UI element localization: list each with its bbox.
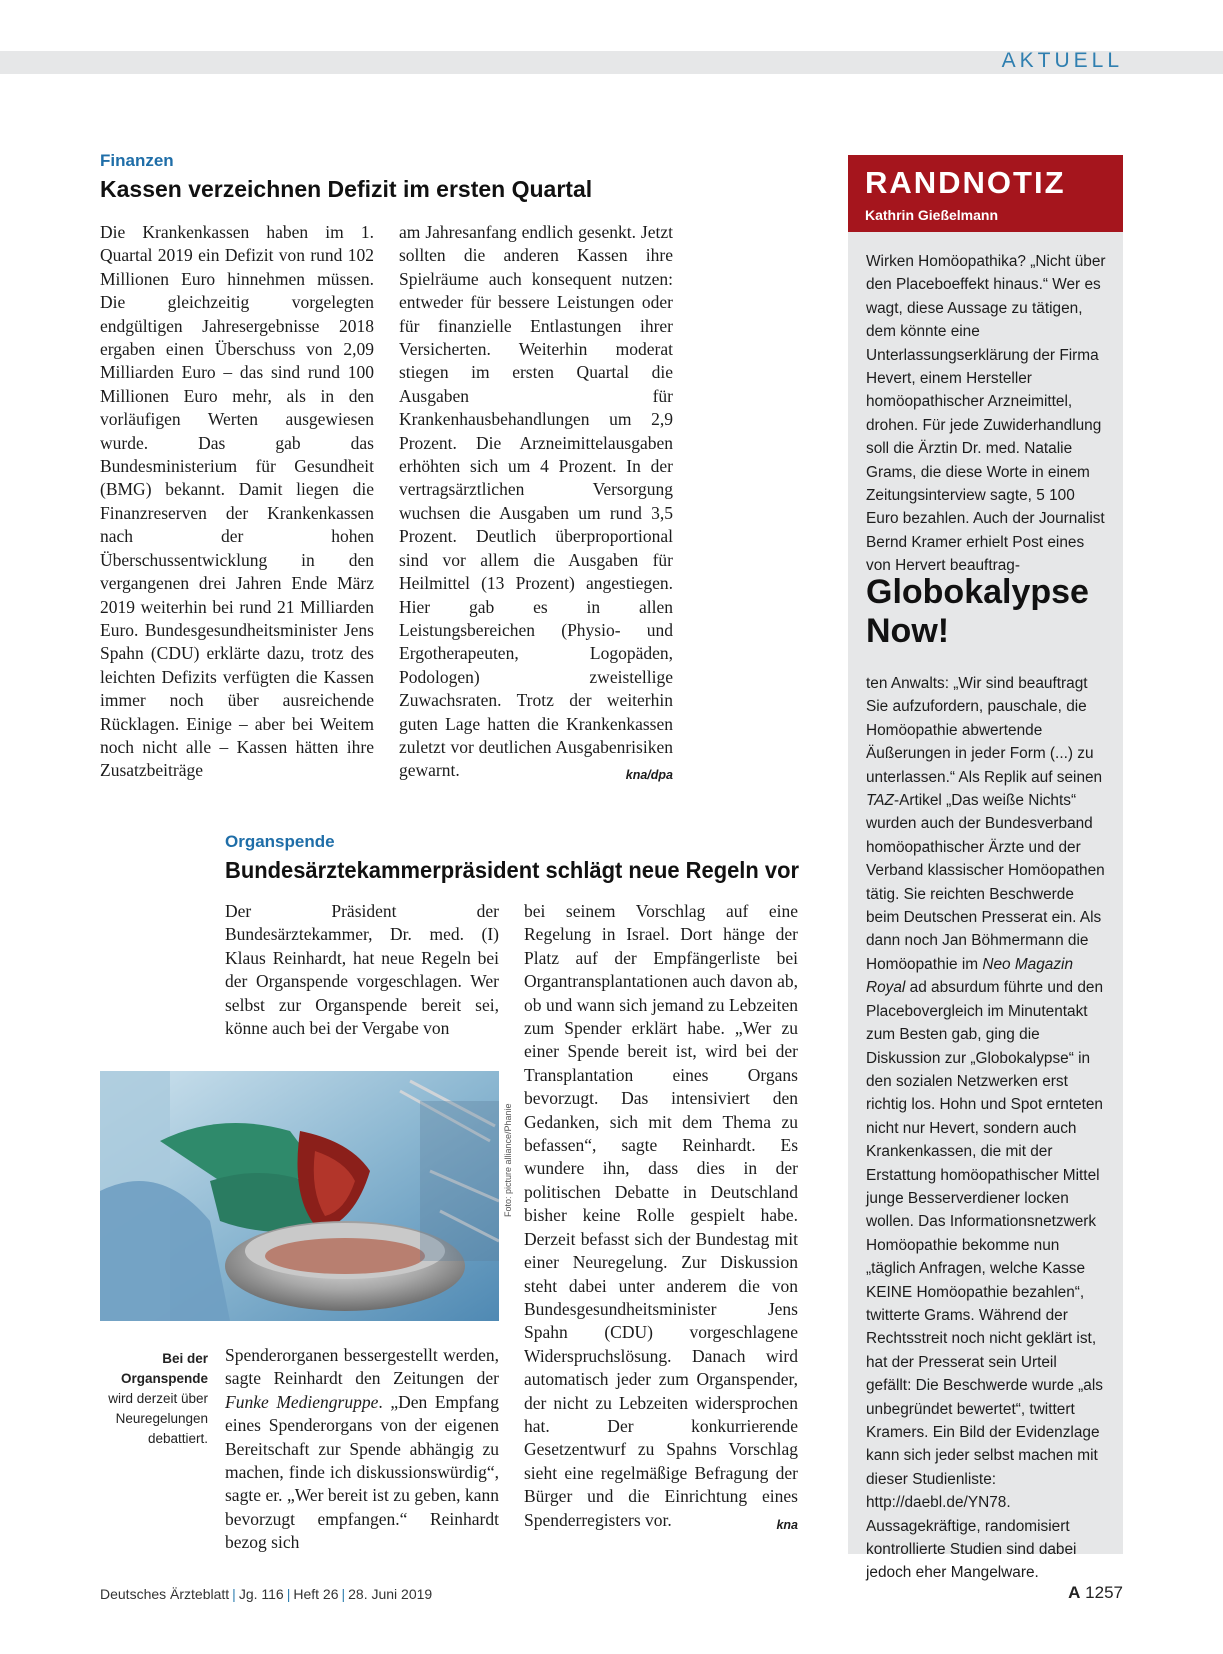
section-label: AKTUELL <box>1001 49 1123 72</box>
article1-headline: Kassen verzeichnen Defizit im ersten Quartal <box>100 176 593 202</box>
footer-volume: Jg. 116 <box>238 1586 284 1602</box>
article1-col1-text: Die Krankenkassen haben im 1. Quartal 2019 ein Defizit von rund 102 Millionen Euro hinnehmen müssen. Die gleichzeitig vorgelegten endgültigen Jahresergebnisse 2018 ergaben einen Überschuss von 2,09 Milliarden Euro – das sind rund 100 Millionen Euro mehr, als in den vorläufigen Werten ausgewiesen wurde. Das gab das Bundesministerium für Gesundheit (BMG) bekannt. Damit liegen die Finanzreserven der Krankenkassen nach der hohen Überschussentwicklung in den vergangenen drei Jahren Ende März 2019 weiterhin bei rund 21 Milliarden Euro. Bundesgesundheitsminister Jens Spahn (CDU) erklärte dazu, trotz des leichten Defizits verfügten die Kassen immer noch über ausreichende Rücklagen. Einige – aber bei Weitem noch nicht alle – Kassen hätten ihre Zusatzbeiträge <box>100 222 374 781</box>
sidebar-body-2: -Artikel „Das weiße Nichts“ wurden auch der Bundesverband homöopathischer Ärzte und der Verband klassischer Homöopathen tätig. Sie reichten Beschwerde beim Deutschen Presserat ein. Als dann noch Jan Böhmermann die Homöopathie im <box>866 792 1105 973</box>
footer-journal: Deutsches Ärzteblatt <box>100 1586 230 1602</box>
article2-col1-bottom-em: Funke Mediengruppe <box>225 1391 379 1412</box>
footer-citation: Deutsches Ärzteblatt | Jg. 116 | Heft 26 | 28. Juni 2019 <box>100 1586 433 1602</box>
sidebar-body-em1: TAZ <box>866 792 894 810</box>
sidebar-body-1: ten Anwalts: „Wir sind beauftragt Sie aufzufordern, pauschale, die Homöopathie abwertende Äußerungen in jeder Form (...) zu unterlassen.“ Als Replik auf seinen <box>866 675 1103 786</box>
article2-kicker: Organspende <box>225 832 335 851</box>
caption-rest: wird derzeit über Neuregelungen debattiert. <box>108 1391 208 1446</box>
article2-col2-text: bei seinem Vorschlag auf eine Regelung in Israel. Dort hänge der Platz auf der Empfängerliste bei Organtransplantationen auch davon ab, ob und wann sich jemand zu Lebzeiten zum Spender erklärt habe. „Wer zu einer Spende bereit ist, wird bei der Transplantation eines Organs bevorzugt. Das intensiviert den Gedanken, sich mit dem Thema zu befassen“, sagte Reinhardt. Es wundere ihn, dass dies in der politischen Debatte in Deutschland bisher keine Rolle gespielt habe. Derzeit befasst sich der Bundestag mit einer Neuregelung. Zur Diskussion steht dabei unter anderem die von Bundesgesundheitsminister Jens Spahn (CDU) vorgeschlagene Widerspruchslösung. Danach wird automatisch jeder zum Organspender, der nicht zu Lebzeiten widersprochen hat. Der konkurrierende Gesetzentwurf zu Spahns Vorschlag sieht eine regelmäßige Befragung der Bürger und die Einrichtung eines Spenderregisters vor. <box>524 901 798 1530</box>
article2-column-1-bottom <box>225 1344 499 1555</box>
sidebar-body <box>866 672 1106 1585</box>
article1-kicker: Finanzen <box>100 151 174 170</box>
article2-column-1-top <box>225 900 499 1040</box>
article1-column-2 <box>399 221 673 788</box>
photo-caption <box>100 1349 208 1449</box>
sidebar-author: Kathrin Gießelmann <box>865 207 999 223</box>
caption-bold: Bei der Organspende <box>120 1351 208 1386</box>
sidebar-body-3: ad absurdum führte und den Placebovergleich im Minutentakt zum Besten gab, ging die Diskussion zur „Globokalypse“ in den sozialen Netzwerken erst richtig los. Hohn und Spot ernteten nicht nur Hevert, sondern auch Krankenkassen, die mit der Erstattung homöopathischer Mittel junge Besserverdiener locken wollen. Das Informationsnetzwerk Homöopathie bekomme nun „täglich Anfragen, welche Kasse KEINE Homöopathie bezahlen“, twitterte Grams. Während der Rechtsstreit noch nicht geklärt ist, hat der Presserat sein Urteil gefällt: Die Beschwerde wurde „als unbegründet bewertet“, twittert Kramers. Ein Bild der Evidenzlage kann sich jeder selbst machen mit dieser Studienliste: http://daebl.de/YN78. Aussagekräftige, randomisiert kontrollierte Studien sind dabei jedoch eher Mangelware. <box>866 979 1104 1582</box>
photo-credit: Foto: picture alliance/Phanie <box>503 1103 513 1217</box>
article2-credit: kna <box>776 1517 798 1532</box>
footer-issue: Heft 26 <box>293 1586 339 1602</box>
footer-date: 28. Juni 2019 <box>348 1586 433 1602</box>
article2-col1-bottom-a: Spenderorganen bessergestellt werden, sagte Reinhardt den Zeitungen der <box>225 1345 499 1389</box>
page-number <box>1068 1583 1123 1603</box>
article1-column-1 <box>100 221 374 783</box>
sidebar-title: RANDNOTIZ <box>865 165 1066 200</box>
article2-column-2 <box>524 900 798 1537</box>
sidebar-headline: Globokalypse Now! <box>866 573 1089 650</box>
article2-col1-top-text: Der Präsident der Bundesärztekammer, Dr. med. (I) Klaus Reinhardt, hat neue Regeln bei der Organspende vorgeschlagen. Wer selbst zur Organspende bereit sei, könne auch bei der Vergabe von <box>225 901 499 1039</box>
organ-donation-photo <box>100 1071 499 1321</box>
sidebar-header <box>848 155 1123 232</box>
article2-col1-bottom-b: . „Den Empfang eines Spenderorgans von der eigenen Bereitschaft zur Spende abhängig zu machen, finde ich diskussionswürdig“, sagte er. „Wer bereit ist zu geben, kann bevorzugt empfangen.“ Reinhardt bezog sich <box>225 1391 499 1553</box>
sidebar-intro: Wirken Homöopathika? „Nicht über den Placeboeffekt hinaus.“ Wer es wagt, diese Aussage zu tätigen, dem könnte eine Unterlassungserklärung der Firma Hevert, einem Hersteller homöopathischer Arzneimittel, drohen. Für jede Zuwiderhandlung soll die Ärztin Dr. med. Natalie Grams, die diese Worte in einem Zeitungsinterview sagte, 5 100 Euro bezahlen. Auch der Journalist Bernd Kramer erhielt Post eines von Hervert beauftrag- <box>866 253 1106 575</box>
article1-credit: kna/dpa <box>625 768 673 783</box>
article1-col2-text: am Jahresanfang endlich gesenkt. Jetzt sollten die anderen Kassen ihre Spielräume auch konsequent nutzen: entweder für bessere Leistungen oder für finanzielle Entlastungen ihrer Versicherten. Weiterhin moderat stiegen im ersten Quartal die Ausgaben für Krankenhausbehandlungen um 2,9 Prozent. Die Arzneimittelausgaben erhöhten sich um 4 Prozent. In der vertragsärztlichen Versorgung wuchsen die Ausgaben um rund 3,5 Prozent. Deutlich überproportional sind vor allem die Ausgaben für Heilmittel (13 Prozent) angestiegen. Hier gab es in allen Leistungsbereichen (Physio- und Ergotherapeuten, Logopäden, Podologen) zweistellige Zuwachsraten. Trotz der weiterhin guten Lage hatten die Krankenkassen zuletzt vor deutlichen Ausgabenrisiken gewarnt. <box>399 222 673 781</box>
page-number-value: 1257 <box>1085 1583 1123 1602</box>
article2-headline: Bundesärztekammerpräsident schlägt neue Regeln vor <box>225 857 800 883</box>
page-prefix: A <box>1068 1583 1081 1602</box>
sidebar-body-em2: Neo Magazin Royal <box>866 955 1074 997</box>
